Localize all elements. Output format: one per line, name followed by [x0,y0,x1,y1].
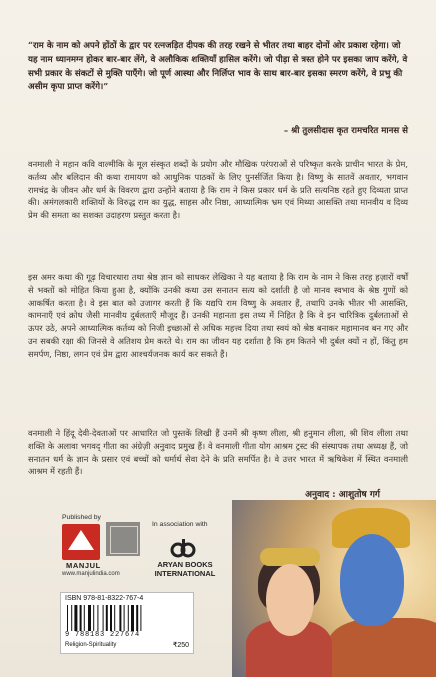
tulsidas-quote: “राम के नाम को अपने होंठों के द्वार पर रत्नजड़ित दीपक की तरह रखने से भीतर तथा बाहर दोनों ओर प्रकाश रहेगा। जो यह नाम ध्यानमग्न होकर बार-बार लेंगे, वे अलौकिक शक्तियाँ हासिल करेंगे। जो पीड़ा से त्रस्त होने पर इसका जाप करेंगे, वे सभी प्रकार के संकटों से मुक्ति पाएँगे। जो पूर्ण आस्था और निर्लिप्त भाव के साथ बार-बार इसका स्मरण करेंगे, वे प्रभु की असीम कृपा प्राप्त करेंगे।” [28,41,408,93]
barcode-icon [65,605,187,631]
isbn-number: ISBN 978-81-8322-767-4 [65,595,144,602]
manjul-logo [62,524,100,560]
quote-attribution: – श्री तुलसीदास कृत रामचरित मानस से [283,126,408,136]
aryan-books-logo [170,537,196,559]
translator-credit: अनुवाद : आशुतोष गर्ग [305,490,380,500]
category-label: Religion-Spirituality [65,642,117,648]
barcode-block [60,592,194,654]
published-by-label: Published by [62,514,101,521]
price-label: ₹250 [172,642,189,649]
paragraph-author: वनमाली ने हिंदू देवी-देवताओं पर आधारित जो पुस्तकें लिखी हैं उनमें श्री कृष्ण लीला, श्री हनुमान लीला, श्री शिव लीला तथा शक्ति के अलावा भगवद् गीता का अंग्रेज़ी अनुवाद प्रमुख हैं। वे वनमाली गीता योग आश्रम ट्रस्ट की संस्थापक तथा अध्यक्ष हैं, जो सनातन धर्म के ज्ञान के प्रसार एवं बच्चों को धर्मार्थ सेवा देने के प्रति समर्पित है। वे उत्तर भारत में ऋषिकेश में स्थित वनमाली आश्रम में रहती हैं। [28,428,408,477]
manjul-name: MANJUL [66,561,101,570]
association-label: In association with [152,521,208,528]
barcode-digits: 9 788183 227674 [65,631,141,639]
amaryllis-imprint-logo [106,522,140,556]
aryan-books-name: ARYAN BOOKS INTERNATIONAL [154,560,216,578]
rama-sita-illustration [232,500,436,677]
paragraph-essence: इस अमर कथा की गूढ़ विचारधारा तथा श्रेष्ठ ज्ञान को साधकर लेखिका ने यह बताया है कि राम के नाम ने किस तरह हज़ारों वर्षों से भक्तों को मोहित किया हुआ है, क्योंकि उनकी कथा उस सनातन सत्य को दर्शाती है जो मानव स्वभाव के श्रेष्ठ गुणों को आकर्षित करता है। वे इस बात को उजागर करती हैं कि यद्यपि राम विष्णु के अवतार हैं, तथापि उनके भीतर भी आसक्ति, कामनाएँ एवं क्रोध जैसी मानवीय दुर्बलताएँ मौजूद हैं। उनकी महानता इस तथ्य में निहित है कि वे इन चारित्रिक दुर्बलताओं से ऊपर उठे, अपने आध्यात्मिक कर्तव्य को निजी इच्छाओं से अधिक महत्त्व दिया तथा स्वयं को श्रेष्ठ बनाकर महामानव बन गए और उन सबकी रक्षा की जिनसे वे अतिशय प्रेम करते थे। राम का जीवन यह दर्शाता है कि हम कितने भी दुर्बल क्यों न हों, किंतु हम समर्पण, निष्ठा, लगन एवं प्रेम द्वारा आश्चर्यजनक कार्य कर सकते हैं। [28,272,408,359]
manjul-url: www.manjulindia.com [62,571,120,577]
paragraph-intro: वनमाली ने महान कवि वाल्मीकि के मूल संस्कृत शब्दों के प्रयोग और मौखिक परंपराओं से परिष्कृत करके प्राचीन भारत के प्रेम, कर्तव्य और बलिदान की कथा रामायण को आधुनिक पाठकों के लिए पुनर्सर्जित किया है। विष्णु के सातवें अवतार, भगवान रामचंद्र के जीवन और धर्म के विवरण द्वारा उन्होंने बताया है कि राम ने किस प्रकार धर्म के प्रति सत्यनिष्ठ रहते हुए दिव्यता प्राप्त की। अमंगलकारी शक्तियों के विरुद्ध राम का युद्ध, साहस और निष्ठा, आध्यात्मिक भ्रम एवं मिथ्या आसक्ति तथा मानवीय व दिव्य प्रेम की समता का सशक्त उदाहरण प्रस्तुत करता है। [28,159,408,221]
